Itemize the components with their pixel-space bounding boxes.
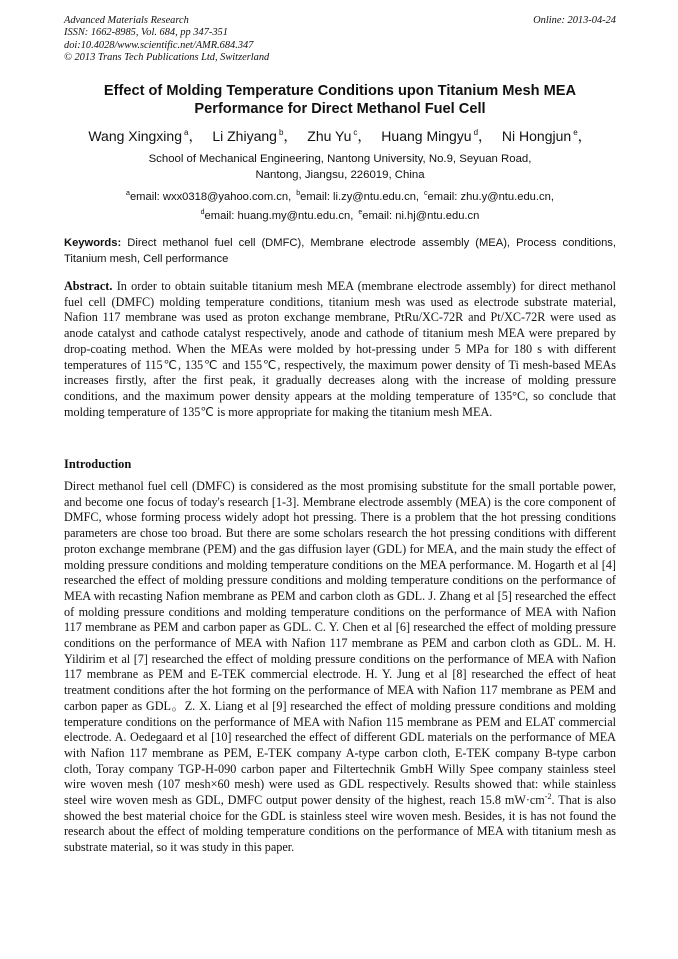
email-mark: a: [126, 190, 130, 197]
paper-title: [64, 82, 616, 118]
email-mark: c: [424, 190, 428, 197]
email-mark: d: [200, 209, 205, 216]
unit-superscript: -2: [544, 792, 552, 802]
email-e[interactable]: email: ni.hj@ntu.edu.cn: [362, 210, 480, 222]
author-separator: ，: [478, 128, 493, 144]
author-name: Zhu Yu: [307, 128, 352, 144]
introduction-text-after: . That is also showed the best material choice for the GDL is stainless steel wire woven mesh. Besides, it is has not found the research about the effect of molding temperature conditions on the performance of MEA with titanium mesh as substrate material, so it was study in this paper.: [64, 793, 616, 855]
affiliation: [64, 151, 616, 183]
email-line-2: [64, 205, 616, 224]
abstract-label: Abstract.: [64, 279, 113, 293]
online-date: Online: 2013-04-24: [533, 15, 616, 26]
introduction-text: Direct methanol fuel cell (DMFC) is considered as the most promising substitute for the small portable power, and become one focus of today's research [1-3]. Membrane electrode assembly (MEA) is the core component of DMFC, whose forming process widely adopt hot pressing. There is a problem that the hot pressing conditions parameters are chose too broad. But there are some scholars research the hot pressing conditions with different proton exchange membrane (PEM) and the gas diffusion layer (GDL) for MEA, and the main study the effect of molding pressure conditions and molding temperature conditions on the MEA performance. M. Hogarth et al [4] researched the effect of molding pressure conditions and molding temperature conditions on the performance of MEA with recasting Nafion membrane as PEM and carbon cloth as GDL. J. Zhang et al [5] researched the effect of molding pressure conditions and molding temperature conditions on the performance of MEA with Nafion 117 membrane as PEM and carbon paper as GDL. C. Y. Chen et al [6] researched the effect of molding pressure conditions on the performance of MEA with Nafion 117 membrane as PEM and carbon cloth as GDL. M. H. Yildirim et al [7] researched the effect of molding pressure conditions on the performance of MEA with Nafion 117 membrane as PEM and E-TEK commercial electrode. H. Y. Jung et al [8] researched the effect of heat treatment conditions after the hot forming on the performance of MEA with Nafion 117 membrane as PEM and carbon paper as GDL。Z. X. Liang et al [9] researched the effect of molding pressure conditions and molding temperature conditions on the performance of MEA with Nafion 115 membrane as PEM and ELAT commercial electrode. A. Oedegaard et al [10] researched the effect of different GDL materials on the performance of MEA with Nafion 117 membrane as PEM, E-TEK company A-type carbon cloth, E-TEK company B-type carbon cloth, Toray company TGP-H-090 carbon paper and Filtertechnik GmbH Willy Spee company stainless steel wire woven mesh (107 mesh×60 mesh) were used as GDL respectively. Results showed that: while stainless steel wire woven mesh as GDL, DMFC output power density of the highest, reach 15.8 mW·cm: [64, 479, 616, 808]
author-name: Ni Hongjun: [501, 128, 572, 144]
email-list: [64, 186, 616, 224]
author-mark: c: [353, 128, 358, 137]
affiliation-line-2: Nantong, Jiangsu, 226019, China: [255, 169, 425, 181]
email-d[interactable]: email: huang.my@ntu.edu.cn,: [204, 210, 354, 222]
email-line-1: [64, 186, 616, 205]
email-mark: b: [296, 190, 301, 197]
email-c[interactable]: email: zhu.y@ntu.edu.cn,: [427, 191, 554, 203]
author-mark: b: [278, 128, 284, 137]
abstract-text: In order to obtain suitable titanium mesh MEA (membrane electrode assembly) for direct methanol fuel cell (DMFC) molding temperature conditions, titanium mesh was used as electrode substrate material, Nafion 117 membrane was used as proton exchange membrane, PtRu/XC-72R and Pt/XC-72R were used as anode catalyst and cathode catalyst respectively, anode and cathode of titanium mesh MEA were prepared by drop-coating method. When the MEAs were molded by hot-pressing under 5 MPa for 180 s with different temperatures of 115℃, 135℃ and 155℃, respectively, the maximum power density of Ti mesh-based MEAs increases firstly, after the first peak, it gradually decreases along with the increase of molding pressure conditions, and the maximum power density appears at the molding temperature of 135°C, so conclude that molding temperature of 135℃ is more appropriate for making the titanium mesh MEA.: [64, 279, 617, 419]
copyright-line: © 2013 Trans Tech Publications Ltd, Switzerland: [64, 52, 270, 64]
email-a[interactable]: email: wxx0318@yahoo.com.cn,: [129, 191, 292, 203]
keywords-text: Direct methanol fuel cell (DMFC), Membrane electrode assembly (MEA), Process conditions, Titanium mesh, Cell performance: [64, 237, 617, 265]
author-name: Wang Xingxing: [88, 128, 182, 144]
title-line-1: Effect of Molding Temperature Conditions upon Titanium Mesh MEA: [103, 83, 577, 99]
issn-line: ISSN: 1662-8985, Vol. 684, pp 347-351: [64, 27, 228, 39]
title-line-2: Performance for Direct Methanol Fuel Cell: [194, 101, 486, 117]
abstract-paragraph: [64, 279, 616, 420]
email-mark: e: [358, 209, 363, 216]
author-separator: ，: [577, 128, 592, 144]
journal-header: [64, 15, 616, 65]
author-mark: d: [473, 128, 479, 137]
journal-name: Advanced Materials Research: [64, 15, 189, 26]
keywords-label: Keywords:: [64, 237, 122, 249]
author-mark: a: [184, 128, 189, 137]
doi-link[interactable]: doi:10.4028/www.scientific.net/AMR.684.347: [64, 39, 254, 51]
author-separator: ，: [188, 128, 203, 144]
author-name: Li Zhiyang: [212, 128, 277, 144]
introduction-paragraph: [64, 479, 616, 856]
affiliation-line-1: School of Mechanical Engineering, Nantong University, No.9, Seyuan Road,: [148, 153, 532, 165]
author-list: [64, 124, 616, 145]
introduction-heading: Introduction: [64, 457, 132, 471]
keywords-paragraph: [64, 236, 616, 267]
author-mark: e: [573, 128, 578, 137]
author-separator: ，: [357, 128, 372, 144]
author-name: Huang Mingyu: [381, 128, 472, 144]
email-b[interactable]: email: li.zy@ntu.edu.cn,: [300, 191, 420, 203]
author-separator: ，: [283, 128, 298, 144]
